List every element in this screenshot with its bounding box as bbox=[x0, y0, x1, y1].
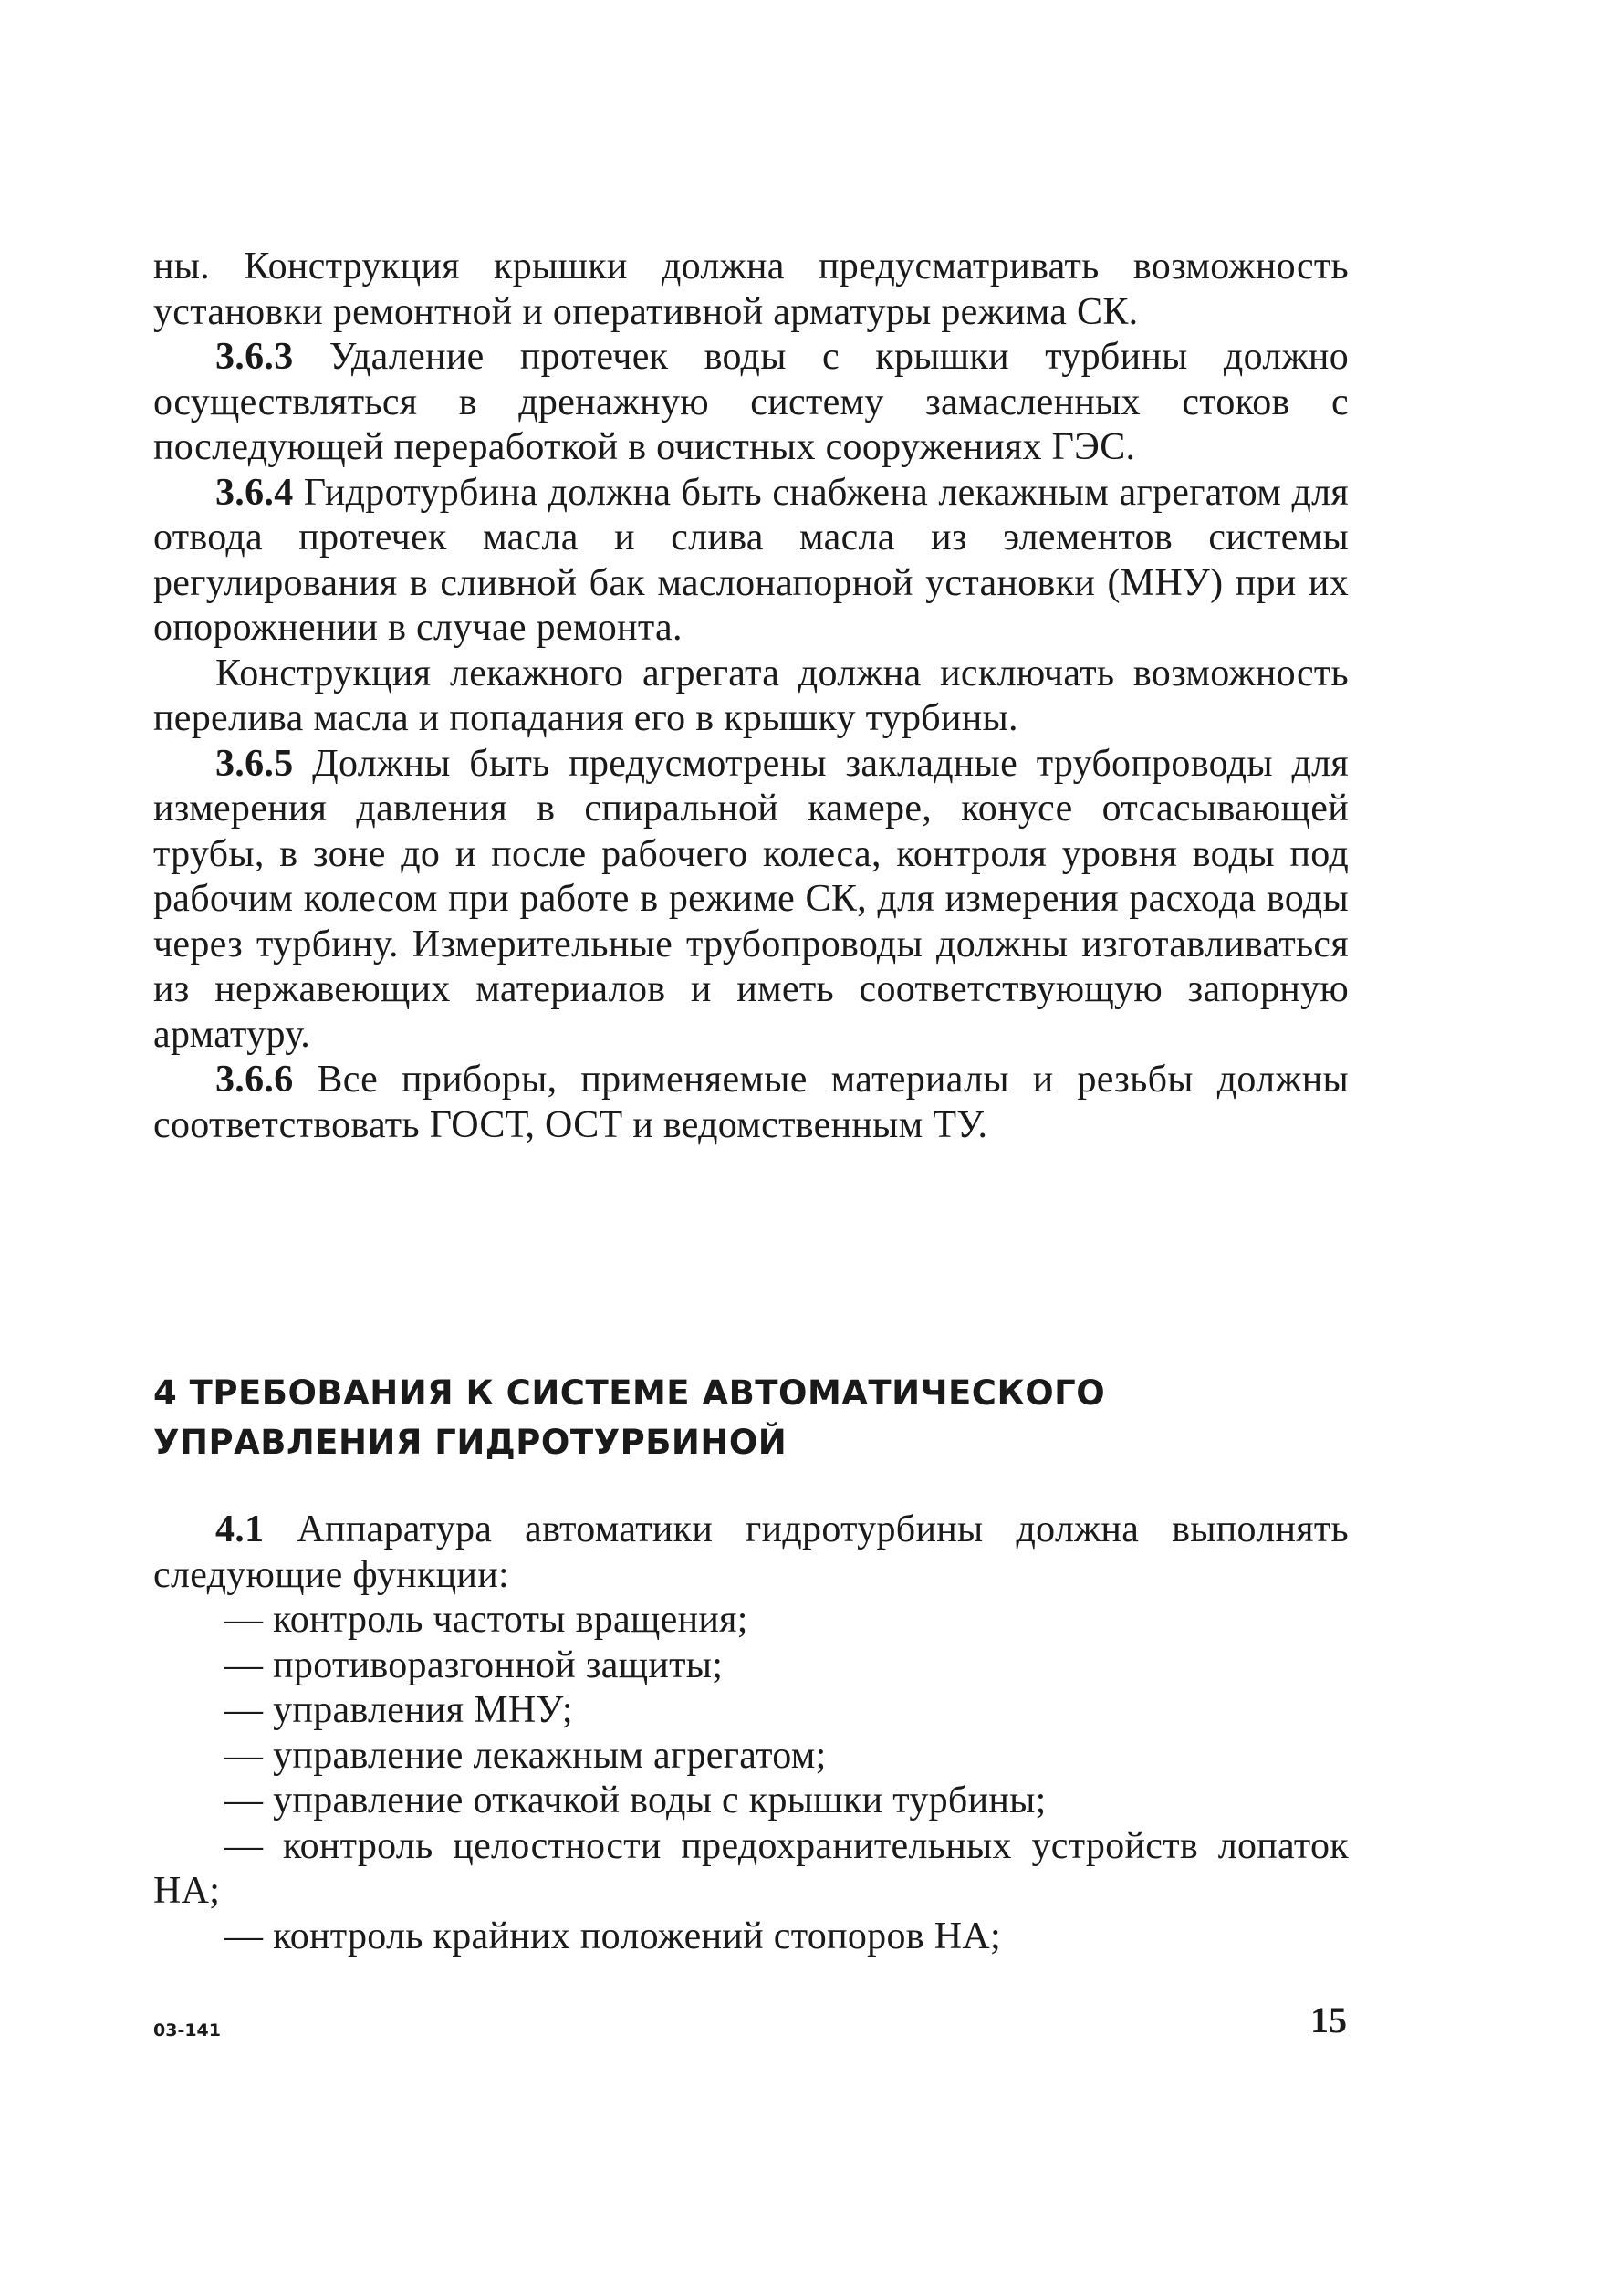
list-dash: — bbox=[224, 1734, 264, 1777]
document-code: 03-141 bbox=[153, 2020, 221, 2040]
list-item bbox=[153, 1734, 1349, 1779]
list-item-text: контроль целостности предохранительных устройств лопаток НА; bbox=[153, 1824, 1349, 1912]
clause-text: Удаление протечек воды с крышки турбины должно осуществляться в дренажную систему замасленных стоков с последующей переработкой в очистных сооружениях ГЭС. bbox=[153, 336, 1349, 468]
section-4-text bbox=[153, 1508, 1349, 1959]
clause-number: 3.6.6 bbox=[215, 1059, 294, 1101]
list-item-text: контроль частоты вращения; bbox=[273, 1599, 748, 1641]
list-item-text: противоразгонной защиты; bbox=[273, 1644, 724, 1686]
heading-line-1: 4 ТРЕБОВАНИЯ К СИСТЕМЕ АВТОМАТИЧЕСКОГО bbox=[153, 1373, 1106, 1413]
paragraph-3-6-5 bbox=[153, 742, 1349, 1059]
paragraph-4-1 bbox=[153, 1508, 1349, 1598]
paragraph-3-6-4 bbox=[153, 471, 1349, 652]
list-dash: — bbox=[224, 1599, 264, 1641]
clause-number: 3.6.4 bbox=[215, 471, 294, 514]
list-item bbox=[153, 1598, 1349, 1644]
list-dash: — bbox=[224, 1779, 264, 1821]
list-dash: — bbox=[224, 1915, 264, 1957]
paragraph-leak-unit: Конструкция лекажного агрегата должна исключать возможность перелива масла и попадания его в крышку турбины. bbox=[153, 652, 1349, 739]
list-item bbox=[153, 1644, 1349, 1689]
page-number: 15 bbox=[1310, 1999, 1347, 2040]
clause-text: Аппаратура автоматики гидротурбины должна выполнять следующие функции: bbox=[153, 1508, 1349, 1596]
paragraph-continuation: ны. Конструкция крышки должна предусматривать возможность установки ремонтной и оперативной арматуры режима СК. bbox=[153, 245, 1349, 333]
list-item bbox=[153, 1688, 1349, 1734]
list-dash: — bbox=[224, 1824, 264, 1867]
paragraph-3-6-3 bbox=[153, 335, 1349, 471]
heading-line-2: УПРАВЛЕНИЯ ГИДРОТУРБИНОЙ bbox=[153, 1423, 788, 1462]
clause-number: 3.6.3 bbox=[215, 336, 294, 378]
section-3-6-text bbox=[153, 245, 1349, 1148]
section-4-heading bbox=[153, 1369, 1349, 1467]
function-list bbox=[153, 1598, 1349, 1959]
list-dash: — bbox=[224, 1644, 264, 1686]
list-dash: — bbox=[224, 1689, 264, 1731]
list-item-text: управление лекажным агрегатом; bbox=[273, 1734, 827, 1777]
clause-text: Должны быть предусмотрены закладные трубопроводы для измерения давления в спиральной камере, конусе отсасывающей трубы, в зоне до и после рабочего колеса, контроля уровня воды под рабочим колесом при работе в режиме СК, для измерения расхода воды через турбину. Измерительные трубопроводы должны изготавливаться из нержавеющих материалов и иметь соответствующую запорную арматуру. bbox=[153, 742, 1349, 1056]
list-item-text: управления МНУ; bbox=[273, 1689, 573, 1731]
clause-number: 3.6.5 bbox=[215, 742, 294, 785]
clause-text: Гидротурбина должна быть снабжена лекажным агрегатом для отвода протечек масла и слива масла из элементов системы регулирования в сливной бак маслонапорной установки (МНУ) при их опорожнении в случае ремонта. bbox=[153, 471, 1349, 649]
clause-text: Все приборы, применяемые материалы и резьбы должны соответствовать ГОСТ, ОСТ и ведомственным ТУ. bbox=[153, 1059, 1349, 1146]
list-item bbox=[153, 1779, 1349, 1824]
list-item bbox=[153, 1915, 1349, 1960]
list-item-text: контроль крайних положений стопоров НА; bbox=[273, 1915, 1001, 1957]
list-item-text: управление откачкой воды с крышки турбины; bbox=[273, 1779, 1047, 1821]
paragraph-3-6-6 bbox=[153, 1058, 1349, 1148]
list-item bbox=[153, 1824, 1349, 1915]
clause-number: 4.1 bbox=[215, 1508, 265, 1550]
